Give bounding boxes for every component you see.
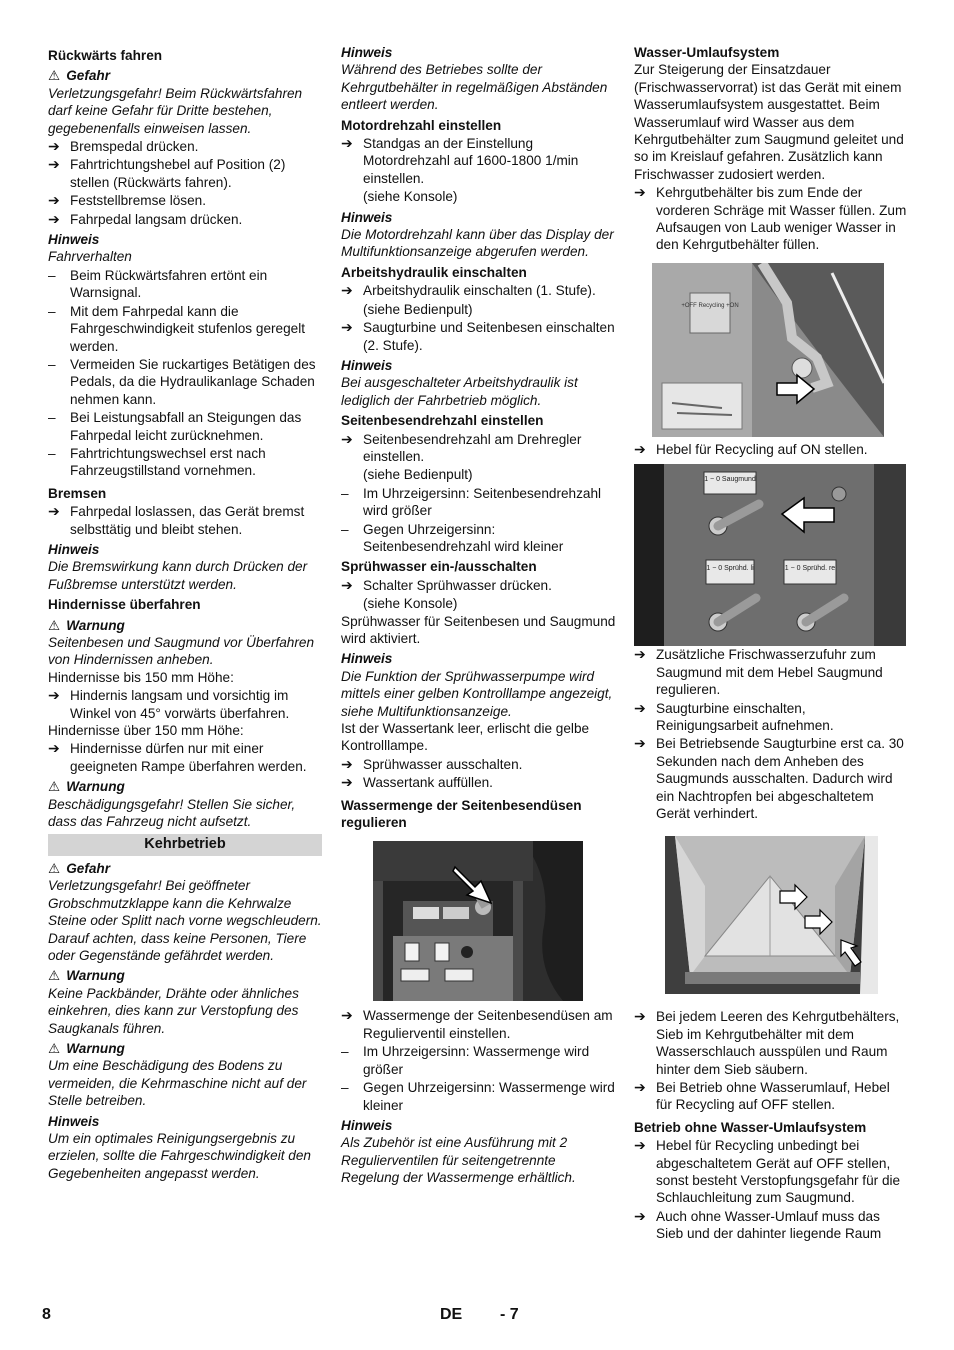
reference-text: (siehe Bedienpult)	[363, 301, 473, 317]
warning-triangle-icon: ⚠	[48, 779, 61, 795]
heading-arbeitshydraulik: Arbeitshydraulik einschalten	[341, 264, 527, 280]
step-item: ➔ Schalter Sprühwasser drücken.	[341, 576, 552, 593]
hinweis-subtitle: Fahrverhalten	[48, 249, 132, 265]
step-item: ➔ Fahrpedal langsam drücken.	[48, 210, 243, 227]
photo-hebelpanel	[634, 464, 906, 646]
arrow-right-icon: ➔	[341, 282, 353, 299]
hinweis-label: Hinweis	[341, 209, 393, 225]
arrow-right-icon: ➔	[341, 755, 353, 772]
warning-label: ⚠ Gefahr	[48, 68, 111, 84]
hinweis-label: Hinweis	[48, 541, 100, 557]
step-item: ➔ Bei jedem Leeren des Kehrgutbehälters, Sieb im Kehrgutbehälter mit dem Wasserschlauch ausspülen und Raum hinter dem Sieb säubern.	[634, 1008, 900, 1077]
step-item: ➔ Fahrpedal loslassen, das Gerät bremst selbsttätig und bleibt stehen.	[48, 503, 305, 537]
warning-text: Um eine Beschädigung des Bodens zu vermeiden, die Kehrmaschine nicht auf der Stelle betreiben.	[48, 1058, 307, 1109]
step-item: ➔ Bremspedal drücken.	[48, 138, 199, 155]
hinweis-label: Hinweis	[341, 651, 393, 667]
step-item: ➔ Arbeitshydraulik einschalten (1. Stufe).	[341, 282, 596, 299]
step-item: ➔ Hindernis langsam und vorsichtig im Winkel von 45° vorwärts überfahren.	[48, 687, 290, 721]
hinweis-text: Die Funktion der Sprühwasserpumpe wird mittels einer gelben Kontrolllampe angezeigt, siehe Multifunktionsanzeige.	[341, 668, 613, 719]
reference-text: (siehe Konsole)	[363, 596, 458, 612]
arrow-right-icon: ➔	[48, 687, 60, 704]
heading-motordrehzahl: Motordrehzahl einstellen	[341, 117, 502, 133]
warning-triangle-icon: ⚠	[48, 860, 61, 876]
reference-text: (siehe Konsole)	[363, 189, 458, 205]
arrow-right-icon: ➔	[48, 740, 60, 757]
list-item: – Gegen Uhrzeigersinn: Wassermenge wird kleiner	[341, 1080, 615, 1113]
warning-triangle-icon: ⚠	[48, 968, 61, 984]
hinweis-label: Hinweis	[341, 1117, 393, 1133]
saugmund-label: 1 − 0 Saugmund	[704, 476, 756, 484]
warning-label: ⚠ Warnung	[48, 779, 125, 795]
heading-betrieb-ohne: Betrieb ohne Wasser-Umlaufsystem	[634, 1119, 867, 1135]
recycling-label: +OFF Recycling +ON	[681, 302, 739, 309]
step-item: ➔ Feststellbremse lösen.	[48, 192, 206, 209]
arrow-right-icon: ➔	[634, 699, 646, 716]
list-item: – Im Uhrzeigersinn: Wassermenge wird größer	[341, 1044, 590, 1077]
arrow-right-icon: ➔	[341, 135, 353, 152]
photo-regulierventil	[373, 841, 583, 1001]
spruehd-li-label: 1 − 0 Sprühd. li	[706, 565, 754, 573]
arrow-right-icon: ➔	[48, 156, 60, 173]
heading-rueckwaerts: Rückwärts fahren	[48, 48, 163, 63]
language-code: DE	[440, 1306, 463, 1323]
hinweis-text: Bei ausgeschalteter Arbeitshydraulik ist lediglich der Fahrbetrieb möglich.	[341, 375, 578, 408]
heading-bremsen: Bremsen	[48, 485, 107, 501]
arrow-right-icon: ➔	[634, 735, 646, 752]
list-item: – Bei Leistungsabfall an Steigungen das Fahrpedal leicht zurücknehmen.	[48, 410, 302, 443]
warning-text: Verletzungsgefahr! Beim Rückwärtsfahren darf keine Gefahr für Dritte bestehen, gegebenenfalls einweisen lassen.	[48, 85, 303, 136]
warning-label: ⚠ Gefahr	[48, 860, 111, 876]
step-item: ➔ Fahrtrichtungshebel auf Position (2) stellen (Rückwärts fahren).	[48, 156, 286, 190]
step-item: ➔ Zusätzliche Frischwasserzufuhr zum Saugmund mit dem Hebel Saugmund regulieren.	[634, 646, 883, 698]
arrow-right-icon: ➔	[48, 192, 60, 209]
warning-label: ⚠ Warnung	[48, 617, 125, 633]
step-item: ➔ Bei Betrieb ohne Wasserumlauf, Hebel für Recycling auf OFF stellen.	[634, 1078, 890, 1113]
page-number-left: 8	[42, 1306, 51, 1323]
list-item: – Im Uhrzeigersinn: Seitenbesendrehzahl wird größer	[341, 485, 602, 519]
arrow-right-icon: ➔	[341, 1007, 353, 1024]
step-item: ➔ Hebel für Recycling auf ON stellen.	[634, 440, 868, 457]
warning-label: ⚠ Warnung	[48, 968, 125, 984]
hinweis-text: Die Motordrehzahl kann über das Display der Multifunktionsanzeige abgerufen werden.	[341, 227, 614, 260]
spruehd-re-label: 1 − 0 Sprühd. re	[784, 565, 836, 573]
step-item: ➔ Bei Betriebsende Saugturbine erst ca. 30 Sekunden nach dem Anheben des Saugmunds ausschalten. Dadurch wird ein Nachtropfen bei abgeschaltetem Gerät verhindert.	[634, 735, 904, 821]
arrow-right-icon: ➔	[341, 774, 353, 791]
arrow-right-icon: ➔	[634, 440, 646, 457]
page-number-right: - 7	[500, 1306, 519, 1323]
section-band-kehrbetrieb: Kehrbetrieb	[48, 834, 322, 855]
arrow-right-icon: ➔	[341, 576, 353, 593]
warning-text: Verletzungsgefahr! Bei geöffneter Grobschmutzklappe kann die Kehrwalze Steine oder Splitt nach vorne wegschleudern. Darauf achten, dass keine Personen, Tiere oder Gegenstände gefährdet werden.	[48, 878, 322, 963]
paragraph: Zur Steigerung der Einsatzdauer (Frischwasservorrat) ist das Gerät mit einem Wasserumlaufsystem ausgestattet. Beim Wasserumlauf wird Wasser aus dem Kehrgutbehälter zum Saugmund geleitet und so im Kreislauf gefahren. Zusätzlich kann Frischwasser zudosiert werden.	[634, 62, 904, 182]
warning-text: Keine Packbänder, Drähte oder ähnliches einkehren, dies kann zur Verstopfung des Saugkanals führen.	[48, 985, 299, 1036]
arrow-right-icon: ➔	[634, 184, 646, 201]
warning-triangle-icon: ⚠	[48, 68, 61, 84]
list-item: – Vermeiden Sie ruckartiges Betätigen des Pedals, da die Hydraulikanlage Schaden nehmen kann.	[48, 356, 316, 407]
arrow-right-icon: ➔	[634, 1207, 646, 1224]
hinweis-label: Hinweis	[341, 357, 393, 373]
heading-spruehwasser: Sprühwasser ein-/ausschalten	[341, 559, 537, 575]
heading-hindernisse: Hindernisse überfahren	[48, 597, 201, 613]
step-item: ➔ Kehrgutbehälter bis zum Ende der vorderen Schräge mit Wasser füllen. Zum Aufsaugen von Laub weniger Wasser in den Kehrgutbehälter füllen.	[634, 184, 907, 253]
step-item: ➔ Wassermenge der Seitenbesendüsen am Regulierventil einstellen.	[341, 1007, 613, 1041]
arrow-right-icon: ➔	[48, 210, 60, 227]
column-1	[48, 44, 322, 1182]
column-3	[634, 44, 908, 1243]
hinweis-text: Als Zubehör ist eine Ausführung mit 2 Regulierventilen für seitengetrennte Regelung der Wassermenge erhältlich.	[341, 1135, 576, 1186]
step-item: ➔ Sprühwasser ausschalten.	[341, 755, 523, 772]
heading-seitenbesen: Seitenbesendrehzahl einstellen	[341, 413, 544, 429]
step-item: ➔ Seitenbesendrehzahl am Drehregler einstellen.	[341, 430, 582, 464]
step-item: ➔ Saugturbine einschalten, Reinigungsarbeit aufnehmen.	[634, 699, 834, 733]
warning-text: Seitenbesen und Saugmund vor Überfahren von Hindernissen anheben.	[48, 635, 315, 668]
hinweis-text: Während des Betriebes sollte der Kehrgutbehälter in regelmäßigen Abständen entleert werden.	[341, 62, 608, 113]
warning-triangle-icon: ⚠	[48, 617, 61, 633]
column-2	[341, 44, 617, 1187]
list-item: – Gegen Uhrzeigersinn: Seitenbesendrehzahl wird kleiner	[341, 521, 564, 554]
paragraph: Hindernisse bis 150 mm Höhe:	[48, 669, 234, 685]
step-item: ➔ Saugturbine und Seitenbesen einschalten (2. Stufe).	[341, 319, 615, 353]
arrow-right-icon: ➔	[634, 1078, 646, 1095]
hinweis-label: Hinweis	[48, 1113, 100, 1129]
list-item: – Fahrtrichtungswechsel erst nach Fahrzeugstillstand vornehmen.	[48, 445, 266, 479]
arrow-right-icon: ➔	[48, 503, 60, 520]
paragraph: Ist der Wassertank leer, erlischt die gelbe Kontrolllampe.	[341, 721, 590, 754]
arrow-right-icon: ➔	[341, 430, 353, 447]
warning-text: Beschädigungsgefahr! Stellen Sie sicher, dass das Fahrzeug nicht aufsetzt.	[48, 796, 296, 830]
list-item: – Beim Rückwärtsfahren ertönt ein Warnsignal.	[48, 267, 268, 301]
list-item: – Mit dem Fahrpedal kann die Fahrgeschwindigkeit stufenlos geregelt werden.	[48, 303, 306, 354]
step-item: ➔ Hindernisse dürfen nur mit einer geeigneten Rampe überfahren werden.	[48, 740, 307, 774]
hinweis-label: Hinweis	[341, 45, 393, 60]
arrow-right-icon: ➔	[48, 138, 60, 155]
step-item: ➔ Wassertank auffüllen.	[341, 774, 493, 791]
paragraph: Sprühwasser für Seitenbesen und Saugmund wird aktiviert.	[341, 613, 616, 646]
heading-wassermenge: Wassermenge der Seitenbesendüsen regulieren	[341, 797, 582, 831]
step-item: ➔ Hebel für Recycling unbedingt bei abgeschaltetem Gerät auf OFF stellen, sonst besteht Verstopfungsgefahr für die Schlauchleitung zum Saugmund.	[634, 1137, 901, 1206]
photo-kehrgutbehaelter	[665, 836, 878, 994]
arrow-right-icon: ➔	[634, 1008, 646, 1025]
warning-label: ⚠ Warnung	[48, 1040, 125, 1056]
heading-wasser-umlaufsystem: Wasser-Umlaufsystem	[634, 45, 780, 60]
hinweis-label: Hinweis	[48, 232, 100, 248]
photo-recycling-hebel	[652, 263, 884, 437]
step-item: ➔ Standgas an der Einstellung Motordrehzahl auf 1600-1800 1/min einstellen.	[341, 135, 579, 186]
arrow-right-icon: ➔	[634, 1137, 646, 1154]
hinweis-text: Um ein optimales Reinigungsergebnis zu erzielen, sollte die Fahrgeschwindigkeit den Gegebenheiten angepasst werden.	[48, 1130, 311, 1181]
reference-text: (siehe Bedienpult)	[363, 467, 473, 483]
step-item: ➔ Auch ohne Wasser-Umlauf muss das Sieb und der dahinter liegende Raum	[634, 1207, 882, 1242]
hinweis-text: Die Bremswirkung kann durch Drücken der Fußbremse unterstützt werden.	[48, 559, 308, 592]
arrow-right-icon: ➔	[341, 319, 353, 336]
paragraph: Hindernisse über 150 mm Höhe:	[48, 723, 244, 739]
arrow-right-icon: ➔	[634, 646, 646, 663]
warning-triangle-icon: ⚠	[48, 1040, 61, 1056]
